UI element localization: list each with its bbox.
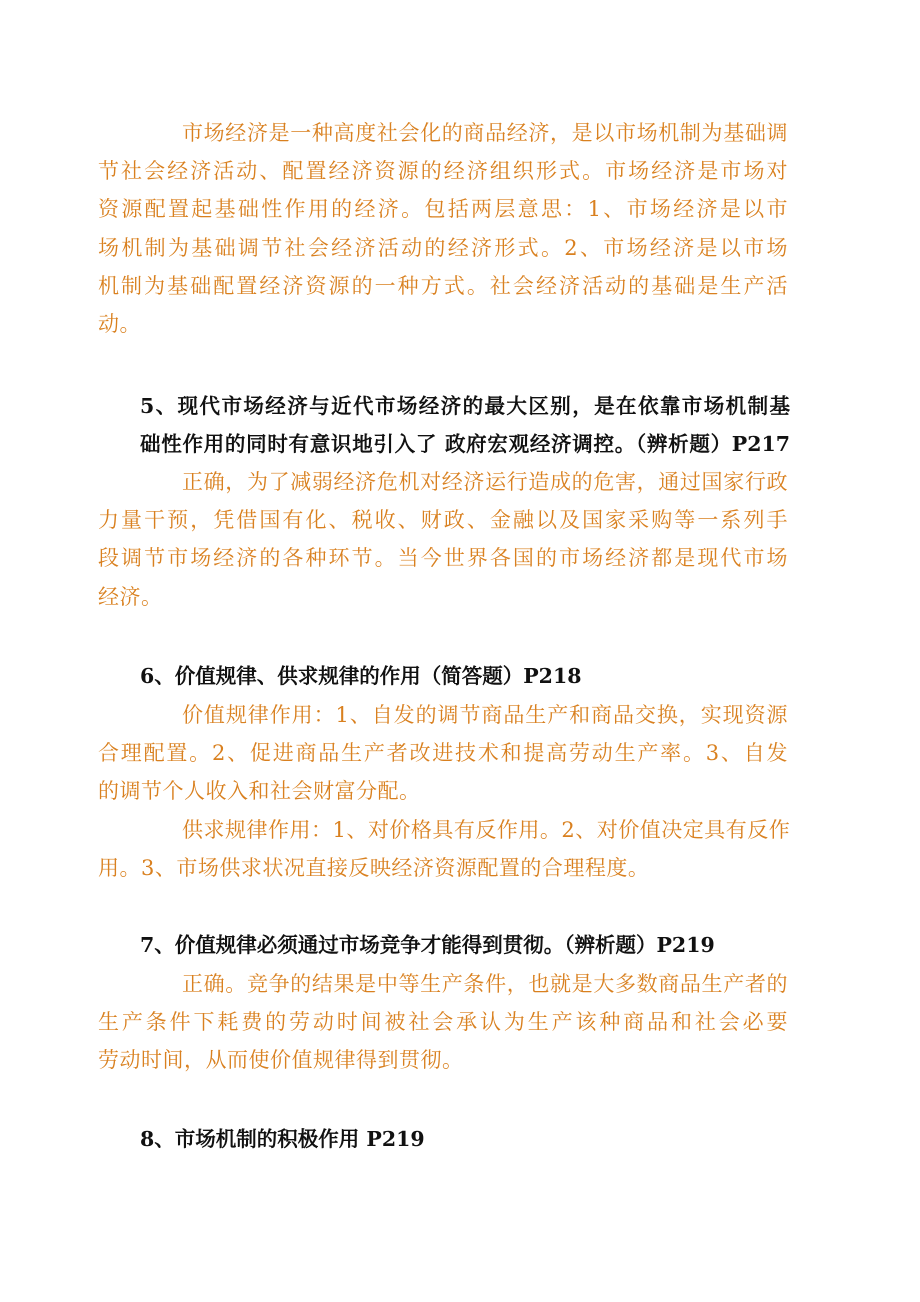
- text-line: 劳动时间，从而使价值规律得到贯彻。: [98, 1048, 464, 1073]
- answer-paragraph-market-economy: [98, 114, 788, 343]
- text-line: 供求规律作用：1、对价格具有反作用。2、对价值决定具有反作: [182, 818, 791, 842]
- text-line: 7、价值规律必须通过市场竞争才能得到贯彻。（辨析题）P219: [140, 933, 715, 957]
- text-line: 用。3、市场供求状况直接反映经济资源配置的合理程度。: [98, 856, 650, 881]
- answer-paragraph-q5: [98, 463, 788, 616]
- text-line: 场机制为基础调节社会经济活动的经济形式。2、市场经济是以市场: [98, 235, 788, 260]
- text-line: 生产条件下耗费的劳动时间被社会承认为生产该种商品和社会必要: [98, 1010, 788, 1035]
- question-6-heading: [140, 657, 790, 695]
- text-line: 段调节市场经济的各种环节。当今世界各国的市场经济都是现代市场: [98, 546, 788, 571]
- answer-paragraph-q6-supply-demand: [98, 811, 791, 887]
- text-line: 资源配置起基础性作用的经济。包括两层意思：1、市场经济是以市: [98, 197, 788, 222]
- text-line: 市场经济是一种高度社会化的商品经济，是以市场机制为基础调: [182, 121, 788, 145]
- text-line: 合理配置。2、促进商品生产者改进技术和提高劳动生产率。3、自发: [98, 741, 788, 766]
- question-5-heading: [140, 387, 790, 463]
- text-line: 础性作用的同时有意识地引入了 政府宏观经济调控。（辨析题）P217: [140, 432, 790, 457]
- text-line: 6、价值规律、供求规律的作用（简答题）P218: [140, 664, 582, 688]
- question-8-heading: [140, 1120, 790, 1158]
- text-line: 正确。竞争的结果是中等生产条件，也就是大多数商品生产者的: [182, 972, 788, 996]
- text-line: 8、市场机制的积极作用 P219: [140, 1127, 425, 1151]
- text-line: 力量干预，凭借国有化、税收、财政、金融以及国家采购等一系列手: [98, 508, 788, 533]
- text-line: 动。: [98, 312, 141, 337]
- text-line: 经济。: [98, 584, 163, 609]
- answer-paragraph-q7: [98, 965, 788, 1080]
- text-line: 的调节个人收入和社会财富分配。: [98, 779, 421, 804]
- question-7-heading: [140, 926, 790, 964]
- text-line: 价值规律作用：1、自发的调节商品生产和商品交换，实现资源: [182, 703, 788, 727]
- text-line: 机制为基础配置经济资源的一种方式。社会经济活动的基础是生产活: [98, 273, 788, 298]
- text-line: 正确，为了减弱经济危机对经济运行造成的危害，通过国家行政: [182, 470, 788, 494]
- text-line: 节社会经济活动、配置经济资源的经济组织形式。市场经济是市场对: [98, 159, 788, 184]
- text-line: 5、现代市场经济与近代市场经济的最大区别，是在依靠市场机制基: [140, 394, 790, 418]
- answer-paragraph-q6-value-law: [98, 696, 788, 811]
